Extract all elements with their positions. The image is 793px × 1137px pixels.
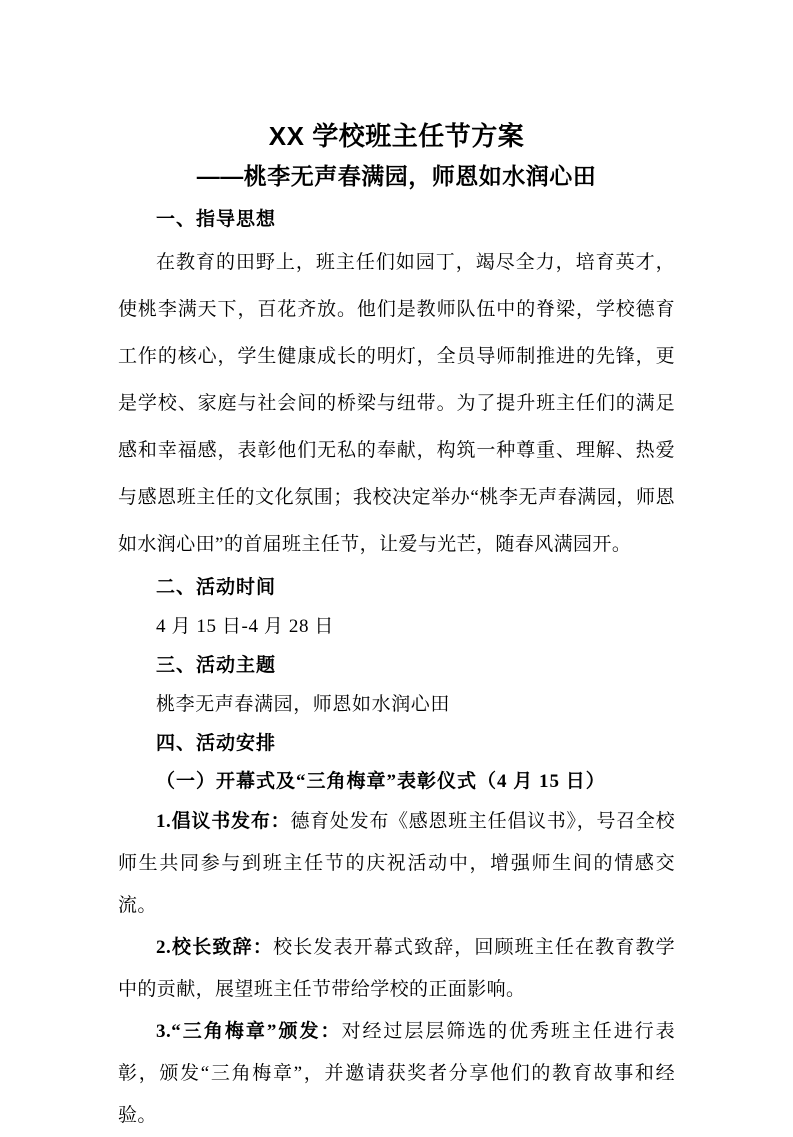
- top-margin-spacer: [118, 0, 675, 116]
- page-title: XX 学校班主任节方案: [268, 121, 525, 151]
- arrangement-item-2: [118, 927, 675, 1011]
- page-subtitle: ——桃李无声春满园，师恩如水润心田: [196, 163, 597, 189]
- subsection-heading-opening-ceremony: （一）开幕式及“三角梅章”表彰仪式（4 月 15 日）: [156, 771, 606, 792]
- activity-time-value: 4 月 15 日-4 月 28 日: [156, 616, 335, 637]
- section-heading-guiding-thought: 一、指导思想: [156, 209, 277, 230]
- arrangement-item-3-body: 对经过层层筛选的优秀班主任进行表彰，颁发“三角梅章”，并邀请获奖者分享他们的教育故事和经验。: [118, 1021, 675, 1126]
- section-paragraph-guiding-thought: 在教育的田野上，班主任们如园丁，竭尽全力，培育英才，使桃李满天下，百花齐放。他们是教师队伍中的脊梁，学校德育工作的核心，学生健康成长的明灯，全员导师制推进的先锋，更是学校、家庭与社会间的桥梁与纽带。为了提升班主任们的满足感和幸福感，表彰他们无私的奉献，构筑一种尊重、理解、热爱与感恩班主任的文化氛围；我校决定举办“桃李无声春满园，师恩如水润心田”的首届班主任节，让爱与光芒，随春风满园开。: [118, 252, 675, 555]
- arrangement-item-2-lead: 2.校长致辞：: [156, 937, 274, 958]
- arrangement-item-3-lead: 3.“三角梅章”颁发：: [156, 1021, 342, 1042]
- arrangement-item-1-body: 德育处发布《感恩班主任倡议书》，号召全校师生共同参与到班主任节的庆祝活动中，增强师生间的情感交流。: [118, 811, 675, 916]
- section-heading-activity-time: 二、活动时间: [156, 577, 277, 598]
- section-heading-activity-theme: 三、活动主题: [156, 655, 277, 676]
- section-heading-activity-arrangement: 四、活动安排: [156, 733, 277, 754]
- arrangement-item-3: [118, 1011, 675, 1137]
- activity-theme-value: 桃李无声春满园，师恩如水润心田: [156, 694, 451, 715]
- arrangement-item-1-lead: 1.倡议书发布：: [156, 811, 291, 832]
- arrangement-item-2-body: 校长发表开幕式致辞，回顾班主任在教育教学中的贡献，展望班主任节带给学校的正面影响。: [118, 937, 675, 1000]
- arrangement-item-1: [118, 801, 675, 927]
